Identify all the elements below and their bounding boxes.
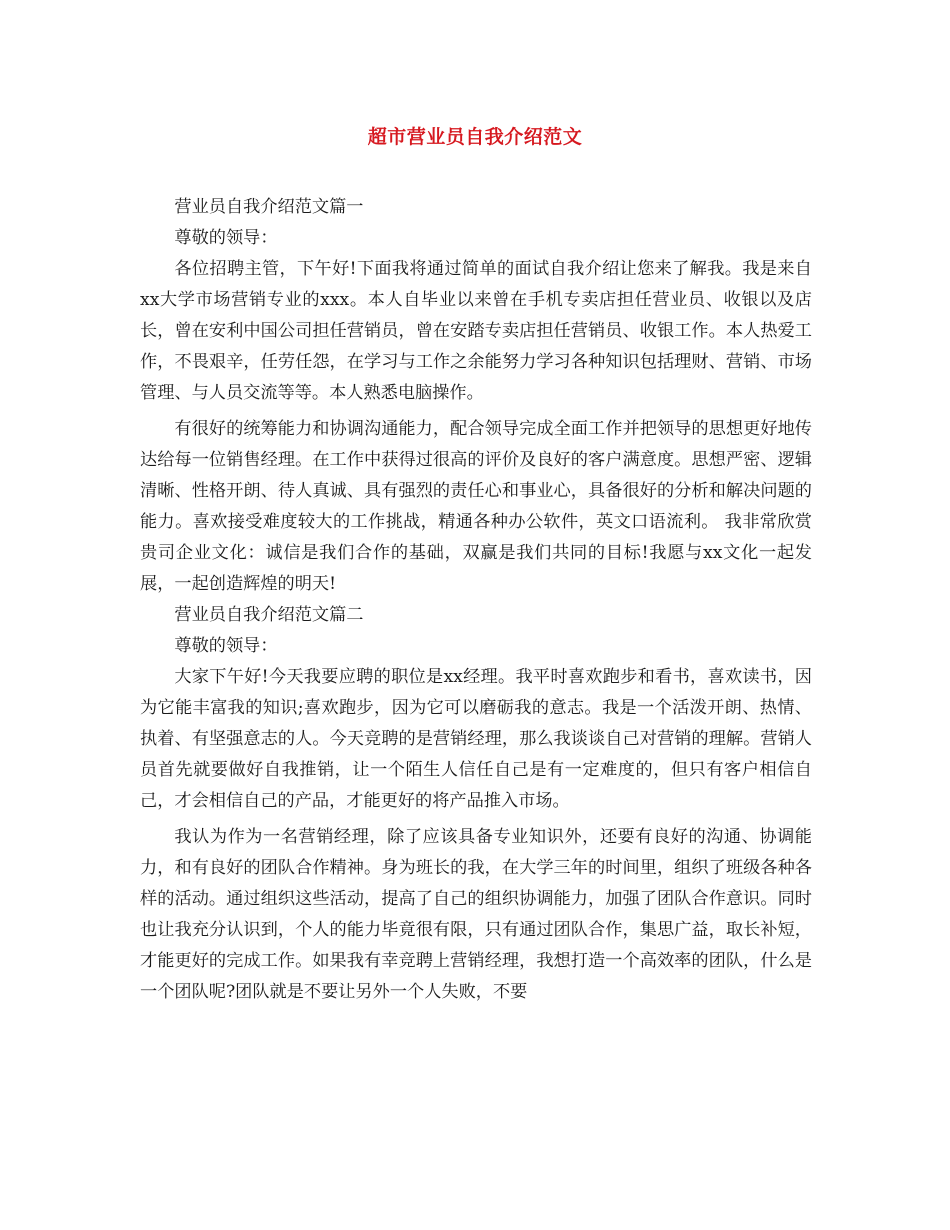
document-title: 超市营业员自我介绍范文 — [367, 126, 583, 148]
salutation-1: 尊敬的领导： — [174, 228, 278, 248]
paragraph-1: 各位招聘主管，下午好!下面我将通过简单的面试自我介绍让您来了解我。我是来自xx大学市场营销专业的xxx。本人自毕业以来曾在手机专卖店担任营业员、收银以及店长，曾在安利中国公司担任营销员，曾在安踏专卖店担任营销员、收银工作。本人热爱工作，不畏艰辛，任劳任怨，在学习与工作之余能努力学习各种知识包括理财、营销、市场管理、与人员交流等等。本人熟悉电脑操作。 — [140, 259, 812, 403]
document-body — [140, 192, 812, 1008]
section-heading-1: 营业员自我介绍范文篇一 — [174, 197, 364, 217]
paragraph-4: 我认为作为一名营销经理，除了应该具备专业知识外，还要有良好的沟通、协调能力，和有良好的团队合作精神。身为班长的我，在大学三年的时间里，组织了班级各种各样的活动。通过组织这些活动，提高了自己的组织协调能力，加强了团队合作意识。同时也让我充分认识到，个人的能力毕竟很有限，只有通过团队合作，集思广益，取长补短，才能更好的完成工作。如果我有幸竞聘上营销经理，我想打造一个高效率的团队，什么是一个团队呢?团队就是不要让另外一个人失败，不要 — [140, 827, 812, 1002]
paragraph-2: 有很好的统筹能力和协调沟通能力，配合领导完成全面工作并把领导的思想更好地传达给每一位销售经理。在工作中获得过很高的评价及良好的客户满意度。思想严密、逻辑清晰、性格开朗、待人真诚、具有强烈的责任心和事业心，具备很好的分析和解决问题的能力。喜欢接受难度较大的工作挑战，精通各种办公软件，英文口语流利。 我非常欣赏贵司企业文化：诚信是我们合作的基础，双赢是我们共同的目标!我愿与xx文化一起发展，一起创造辉煌的明天! — [140, 419, 812, 594]
section-heading-2: 营业员自我介绍范文篇二 — [174, 605, 364, 625]
salutation-2: 尊敬的领导： — [174, 636, 278, 656]
paragraph-3: 大家下午好!今天我要应聘的职位是xx经理。我平时喜欢跑步和看书，喜欢读书，因为它能丰富我的知识;喜欢跑步，因为它可以磨砺我的意志。我是一个活泼开朗、热情、执着、有坚强意志的人。今天竞聘的是营销经理，那么我谈谈自己对营销的理解。营销人员首先就要做好自我推销，让一个陌生人信任自己是有一定难度的，但只有客户相信自己，才会相信自己的产品，才能更好的将产品推入市场。 — [140, 667, 812, 811]
